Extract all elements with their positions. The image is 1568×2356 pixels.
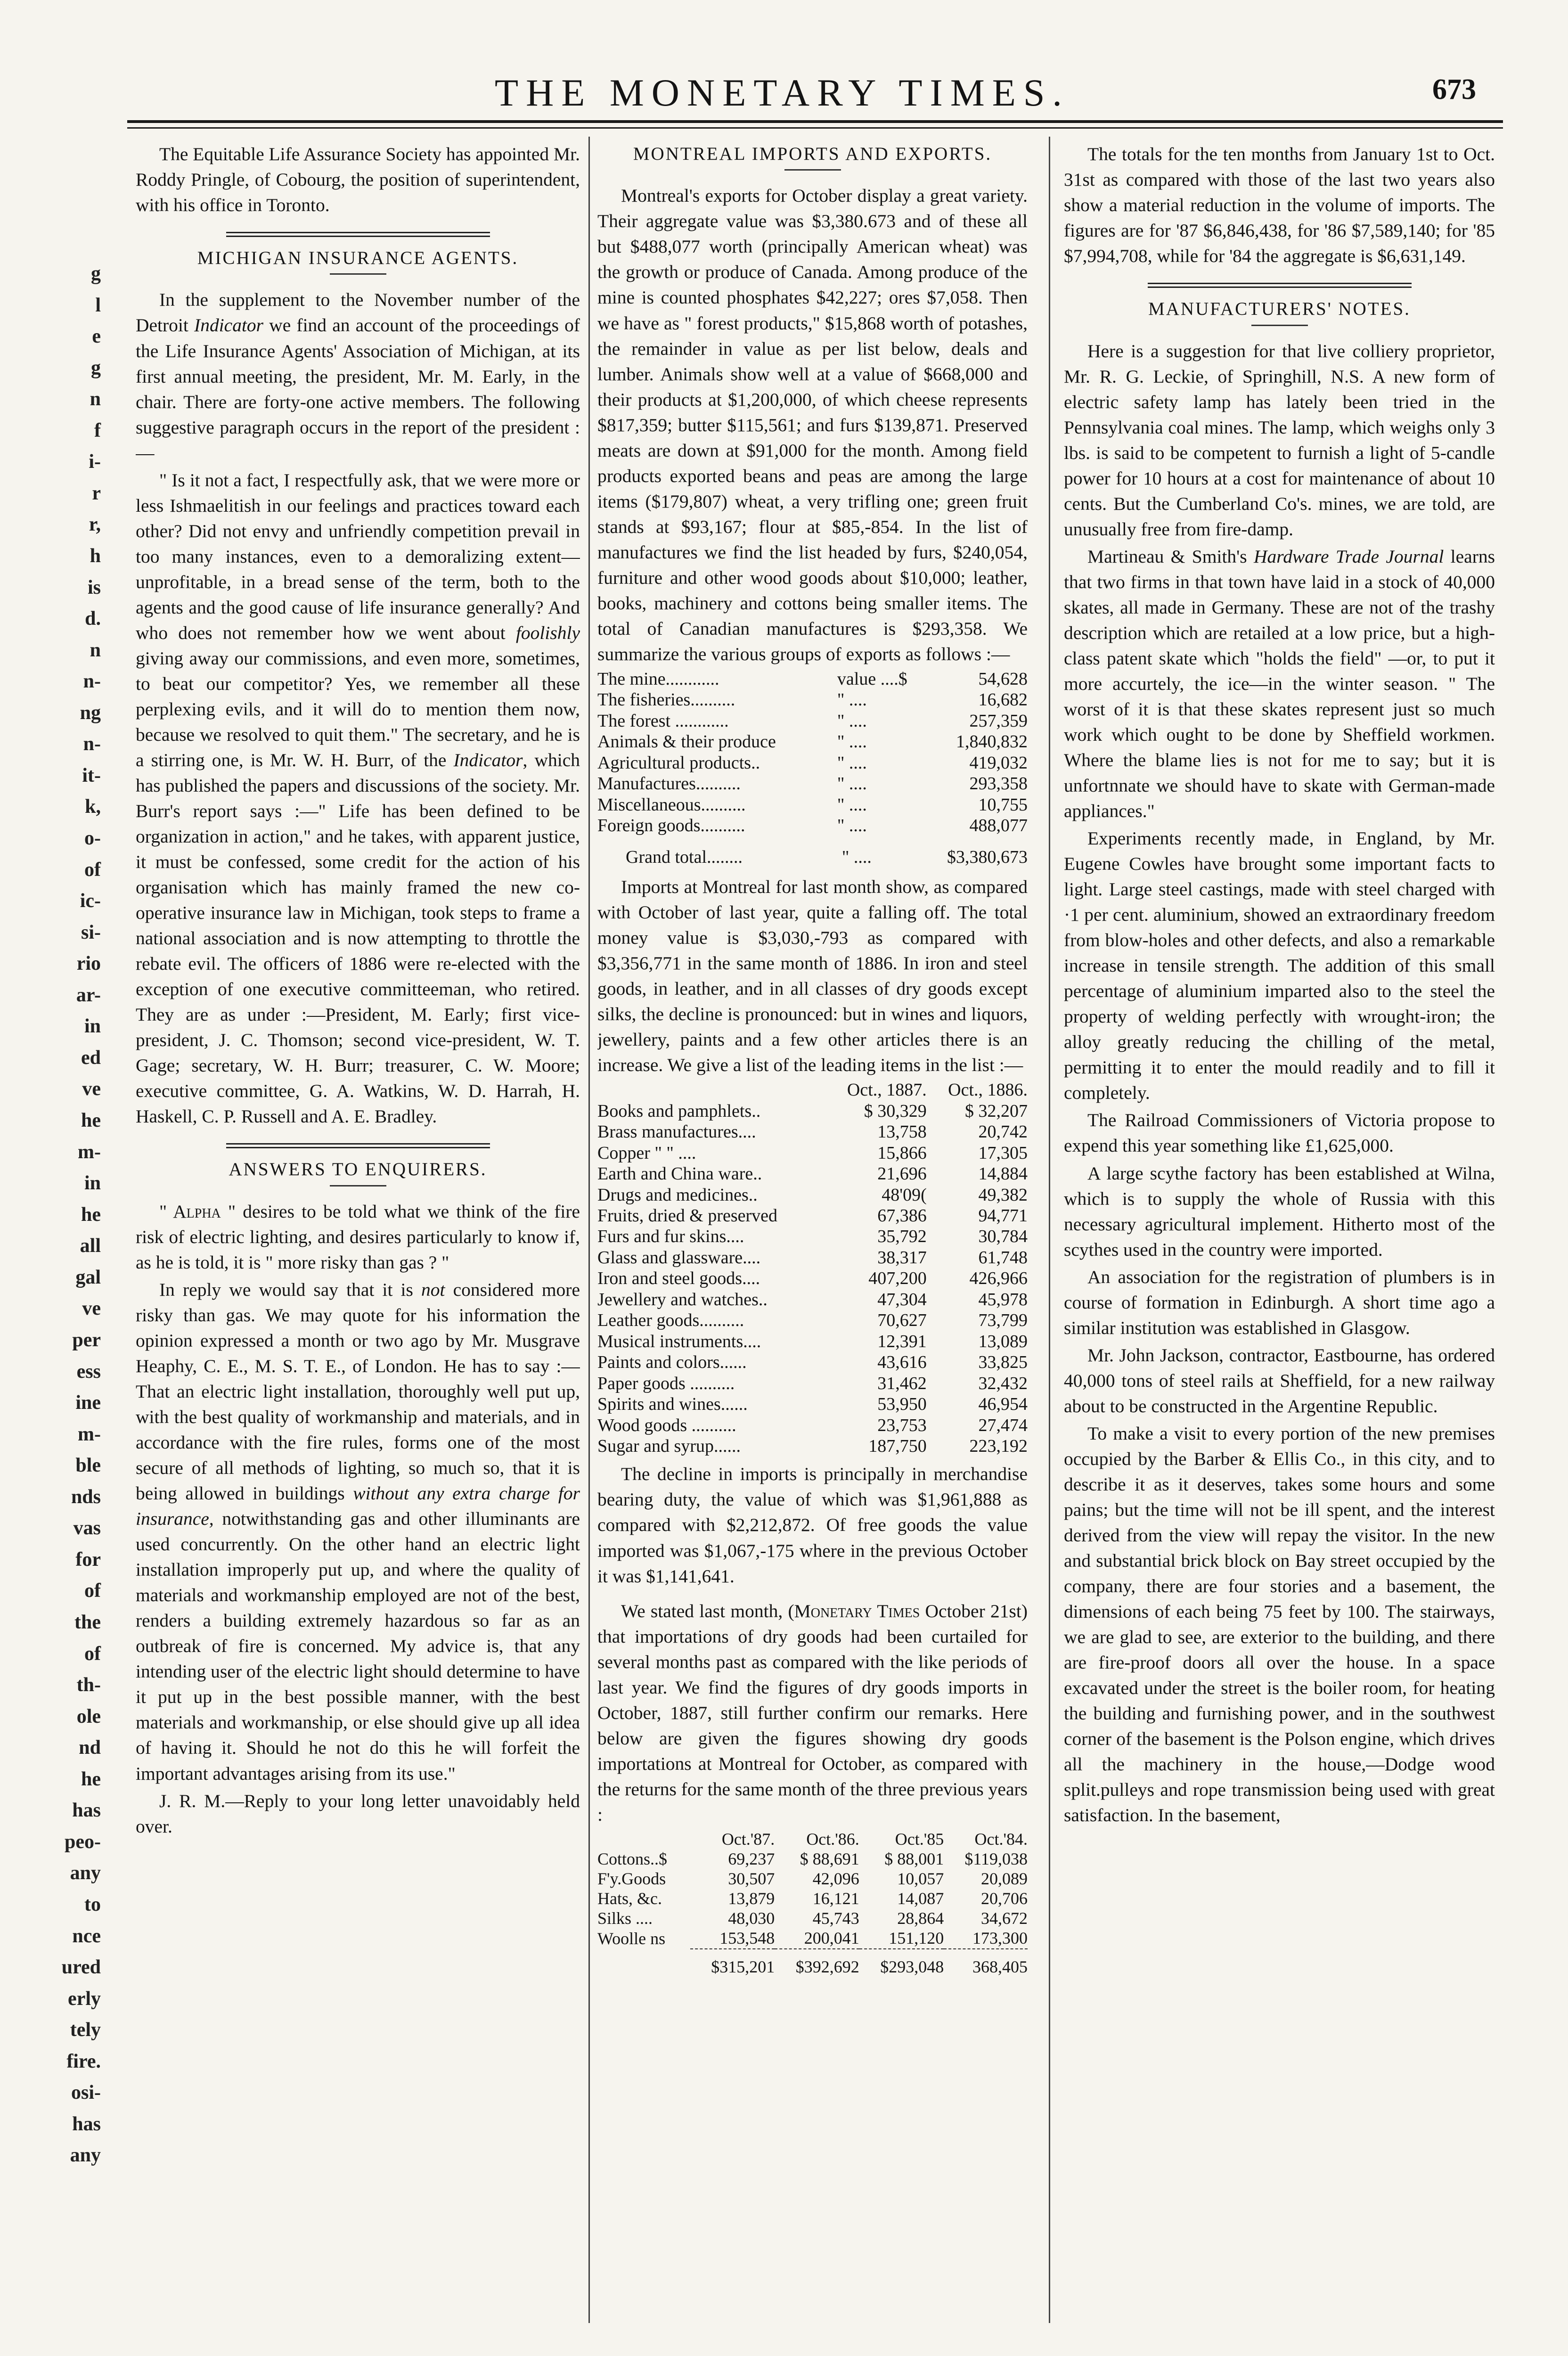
paragraph: To make a visit to every portion of the new premises occupied by the Barber & Ellis Co., in this city, and to describe it as it deserves, takes some hours and some pains; but the time will not be ill spent, and the interest derived from the view will repay the visitor. In the new and substantial brick block on Bay street occupied by the company, there are four stories and a basement, the dimensions of each being 75 feet by 100. The stairways, we are glad to see, are exterior to the building, and there are fire-proof doors all over the house. In a space excavated under the street is the boiler room, for heating the building and furnishing power, and in the southwest corner of the basement is the Polson engine, which drives all the machinery in the house,—Dodge wood split.pulleys and rope transmission being used with great satisfaction. In the basement, [1064,1423,1495,1826]
table-cell: 200,041 [804,1929,859,1948]
table-cell: 30,784 [978,1227,1028,1247]
table-cell: 223,192 [969,1436,1028,1456]
table-cell: 27,474 [978,1415,1028,1435]
table-cell: 94,771 [978,1205,1028,1226]
table-cell: 16,121 [812,1889,859,1908]
table-cell: 15,866 [877,1143,927,1163]
table-header-cell: Oct.'84. [974,1829,1028,1849]
table-row [597,1247,1028,1268]
margin-fragment: ble [75,1455,101,1477]
table-row [597,1226,1028,1247]
table-cell: Brass manufactures.... [597,1122,756,1142]
margin-fragment: e [92,326,101,348]
table-cell: 13,089 [978,1331,1028,1351]
table-cell: 54,628 [978,669,1028,689]
table-row [597,711,1028,731]
margin-fragment: nce [72,1925,101,1947]
table-cell: 187,750 [868,1436,927,1456]
margin-fragment: any [70,1862,101,1884]
margin-fragment: m- [78,1423,101,1445]
table-cell: 14,087 [897,1889,944,1908]
margin-fragment: ve [82,1298,101,1320]
margin-fragment: ed [81,1047,101,1069]
table-cell: Furs and fur skins.... [597,1227,744,1247]
margin-fragment: peo- [65,1831,101,1853]
table-cell: 34,672 [981,1909,1028,1928]
heading-montreal: MONTREAL IMPORTS AND EXPORTS. [633,144,992,164]
table-cell: Iron and steel goods.... [597,1268,760,1289]
margin-fragment: fire. [66,2050,101,2072]
table-cell: 13,879 [728,1889,775,1908]
table-row [597,1101,1028,1121]
paragraph: A large scythe factory has been established at Wilna, which is to supply the whole of Russia with this necessary agricultural implement. Hitherto most of the scythes used in the country were imported. [1064,1162,1495,1260]
margin-fragment: rio [76,953,101,975]
paragraph: " Is it not a fact, I respectfully ask, that we were more or less Ishmaelitish in our feelings and practices toward each other? Did not envy and unfriendly competition prevail in too many instances, even to a demoralizing extent—unprofitable, in a bread sense of the term, both to the agents and the good cause of life insurance generally? And who does not remember how we went about foolishly giving away our commissions, and even more, sometimes, to beat our competitor? Yes, we remember all these perplexing evils, and it will do to mention them now, because we resolved to quit them." The secretary, and he is a stirring one, is Mr. W. H. Burr, of the Indicator, which has published the papers and discussions of the society. Mr. Burr's report says :—" Life has been defined to be organization in action," and he takes, with apparent justice, it must be confessed, some credit for the action of his organisation which has mainly framed the new co-operative insurance law in Michigan, took steps to frame a national association and is now attempting to throttle the rebate evil. The officers of 1886 were re-elected with the exception of one executive committeeman, who retired. They are as under :—President, M. Early; first vice-president, J. C. Thomson; second vice-president, W. T. Gage; secretary, W. H. Burr; treasurer, C. W. Moore; executive committee, G. A. Watkins, W. D. Harrah, H. Haskell, C. P. Russell and A. E. Bradley. [136,469,580,1127]
table-cell: 488,077 [969,816,1028,836]
margin-fragment: of [84,1580,101,1602]
table-row [597,1331,1028,1352]
table-cell: Paper goods .......... [597,1373,735,1393]
table-row [597,1205,1028,1226]
table-cell: " .... [837,816,867,836]
margin-fragment: all [80,1235,101,1257]
table-cell: $293,048 [859,1949,944,1977]
column-divider [1049,137,1050,2323]
table-cell: 70,627 [877,1310,927,1331]
margin-fragment: of [84,859,101,881]
masthead-title: THE MONETARY TIMES. [495,71,1070,114]
table-cell: Books and pamphlets.. [597,1101,761,1121]
table-cell: 73,799 [978,1310,1028,1331]
margin-fragment: is [87,576,101,598]
table-cell [597,1949,690,1977]
margin-fragment: per [72,1329,101,1351]
section-rule [226,1143,490,1148]
column-divider [588,137,590,2323]
table-cell: $ 88,691 [800,1849,859,1868]
table-row [597,1373,1028,1394]
table-cell: " .... [837,690,867,710]
table-row [597,1436,1028,1456]
page-number: 673 [1432,74,1476,106]
margin-fragment: for [75,1548,101,1571]
paragraph: " Alpha " desires to be told what we think of the fire risk of electric lighting, and desires particularly to know if, as he is told, it is " more risky than gas ? " [136,1201,580,1273]
table-cell: 32,432 [978,1373,1028,1393]
table-row: Grand total........ " .... $3,380,673 [626,847,1028,867]
table-row [597,1394,1028,1415]
table-cell: 23,753 [877,1415,927,1435]
table-row [597,1849,1028,1869]
margin-fragment: g [91,263,101,285]
paragraph: In reply we would say that it is not considered more risky than gas. We may quote for his information the opinion expressed a month or two ago by Mr. Musgrave Heaphy, C. E., M. S. T. E., of London. He has to say :—That an electric light installation, thoroughly well put up, with the best quality of workmanship and materials, and in accordance with the fire rules, forms one of the most secure of all methods of lighting, so much so, that it is being allowed in buildings without any extra charge for insurance, notwithstanding gas and other illuminants are used concurrently. On the other hand an electric light installation improperly put up, and where the quality of materials and workmanship employed are not of the best, renders a building extremely hazardous so far as an outbreak of fire is concerned. My advice is, that any intending user of the electric light should determine to have it put up in the best possible manner, with the best materials and workmanship, or else should give up all idea of having it. Should he not do this he will forfeit the important advantages arising from its use." [136,1279,580,1784]
paragraph: Here is a suggestion for that live colliery proprietor, Mr. R. G. Leckie, of Springhill, N.S. A new form of electric safety lamp has lately been tried in the Pennsylvania coal mines. The lamp, which weighs only 3 lbs. is said to be competent to furnish a light of 5-candle power for 10 hours at a cost for maintenance of about 10 cents. But the Cumberland Co's. mines, we are told, are unusually free from fire-damp. [1064,340,1495,540]
paragraph: Experiments recently made, in England, by Mr. Eugene Cowles have brought some important facts to light. Large steel castings, made with steel charged with ·1 per cent. aluminium, showed an extraordinary freedom from blow-holes and other defects, and also a remarkable increase in tensile strength. The addition of this small percentage of aluminium imparted also to the steel the property of welding perfectly with wrought-iron; the alloy greatly reducing the chilling of the metal, permitting it to enter the mould readily and to fill it completely. [1064,828,1495,1104]
masthead-rule [127,120,1503,123]
table-cell: 426,966 [969,1268,1028,1289]
margin-fragment: ng [80,702,101,724]
table-row [597,753,1028,773]
table-cell: Glass and glassware.... [597,1247,761,1268]
table-row [597,1889,1028,1908]
table-cell: 35,792 [877,1227,927,1247]
heading-rule [784,169,841,171]
left-margin-fragments [0,0,104,2356]
margin-fragment: ine [75,1392,101,1414]
margin-fragment: o- [84,827,101,850]
section-rule [226,232,490,237]
margin-fragment: d. [85,608,101,630]
table-row [597,1352,1028,1373]
margin-fragment: nd [79,1737,101,1759]
table-cell: Earth and China ware.. [597,1164,762,1184]
margin-fragment: th- [76,1674,101,1696]
table-cell: 42,096 [812,1869,859,1889]
table-row [597,689,1028,710]
table-cell: $ 32,207 [965,1101,1028,1121]
margin-fragment: the [74,1611,101,1633]
table-cell: 153,548 [719,1929,775,1948]
margin-fragment: h [90,545,101,567]
paragraph: The decline in imports is principally in merchandise bearing duty, the value of which was $1,961,888 as compared with $2,212,872. Of free goods the value imported was $1,067,-175 where in the previous October it was $1,141,641. [597,1464,1028,1587]
margin-fragment: r, [89,514,101,536]
table-header-cell [597,1829,690,1849]
table-cell: Paints and colors...... [597,1352,747,1373]
table-cell: 20,742 [978,1122,1028,1142]
heading-rule [330,273,386,275]
table-cell: $ 30,329 [864,1101,927,1121]
table-cell: 45,743 [812,1909,859,1928]
table-cell: 46,954 [978,1394,1028,1415]
paragraph: The Railroad Commissioners of Victoria propose to expend this year something like £1,625,000. [1064,1110,1495,1156]
table-cell: Sugar and syrup...... [597,1436,741,1456]
table-cell: 48'09( [882,1185,927,1205]
margin-fragment: g [91,357,101,379]
table-cell: $ 88,001 [884,1849,944,1868]
table-cell: Drugs and medicines.. [597,1185,758,1205]
table-cell: 1,840,832 [956,732,1028,752]
paragraph: We stated last month, (Monetary Times October 21st) that importations of dry goods had been curtailed for several months past as compared with the like periods of last year. We find the figures of dry goods imports in October, 1887, still further confirm our remarks. Here below are given the figures showing dry goods importations at Montreal for October, as compared with the returns for the same month of the three previous years : [597,1600,1028,1825]
table-row [597,1415,1028,1436]
table-cell: Manufactures.......... [597,774,741,794]
margin-fragment: ve [82,1078,101,1100]
table-cell: Musical instruments.... [597,1331,761,1351]
table-cell: Fruits, dried & preserved [597,1205,778,1226]
table-total-row [597,1949,1028,1977]
table-row [597,1163,1028,1184]
table-row [597,773,1028,794]
table-cell: The mine............ [597,669,719,689]
paragraph-reply: J. R. M.—Reply to your long letter unavoidably held over. [136,1790,580,1837]
margin-fragment: ess [76,1360,101,1383]
table-cell: Hats, &c. [597,1889,662,1908]
table-cell: Woolle ns [597,1929,666,1948]
column-1 [136,141,580,1885]
table-cell: 48,030 [728,1909,775,1928]
table-cell: Wood goods .......... [597,1415,736,1435]
table-header-row [597,1829,1028,1849]
table-cell: $392,692 [775,1949,859,1977]
margin-fragment: r [92,482,101,504]
table-cell: value ....$ [837,669,907,689]
table-cell: 419,032 [969,753,1028,773]
margin-fragment: any [70,2144,101,2167]
table-cell: 53,950 [877,1394,927,1415]
margin-fragment: ar- [76,984,101,1006]
table-cell: 10,057 [897,1869,944,1889]
table-header-cell: Oct.'87. [721,1829,775,1849]
heading-manufacturers: MANUFACTURERS' NOTES. [1148,299,1411,319]
table-cell: Miscellaneous.......... [597,794,746,815]
table-cell: 368,405 [944,1949,1028,1977]
table-header-row [597,1080,1028,1100]
masthead-rule-thin [127,127,1503,129]
margin-fragment: has [72,1800,101,1822]
table-cell: 10,755 [978,794,1028,815]
table-cell: $315,201 [690,1949,775,1977]
table-cell: $119,038 [964,1849,1028,1868]
table-row [597,815,1028,836]
exports-grand-total [597,840,1028,867]
margin-fragment: l [95,294,101,316]
table-cell: Foreign goods.......... [597,816,745,836]
margin-fragment: vas [73,1517,101,1539]
table-cell: " .... [837,753,867,773]
table-cell: Jewellery and watches.. [597,1289,768,1309]
margin-fragment: has [72,2113,101,2135]
table-header-cell: Oct., 1886. [948,1080,1028,1100]
table-cell: 12,391 [877,1331,927,1351]
table-cell: 33,825 [978,1352,1028,1373]
table-cell: 20,706 [981,1889,1028,1908]
margin-fragment: k, [85,796,101,818]
table-cell: Leather goods.......... [597,1310,744,1331]
margin-fragment: of [84,1643,101,1665]
table-cell: 69,237 [728,1849,775,1868]
table-cell: Silks .... [597,1909,653,1928]
imports-table [597,1080,1028,1456]
table-cell: Copper " " .... [597,1143,696,1163]
table-cell: 173,300 [972,1929,1028,1948]
table-row [597,1121,1028,1142]
margin-fragment: it- [82,764,101,786]
table-cell: 13,758 [877,1122,927,1142]
table-row [597,1185,1028,1205]
heading-rule [330,1185,386,1186]
table-row [597,1289,1028,1310]
table-header-cell: Oct.'85 [895,1829,944,1849]
table-row [597,1310,1028,1331]
margin-fragment: n- [83,733,101,755]
margin-fragment: nds [71,1486,101,1508]
margin-fragment: ured [61,1956,101,1979]
table-cell: 17,305 [978,1143,1028,1163]
table-cell: " .... [837,794,867,815]
table-row [597,731,1028,752]
heading-michigan: MICHIGAN INSURANCE AGENTS. [197,248,519,269]
margin-fragment: gal [75,1266,101,1288]
table-cell: 47,304 [877,1289,927,1309]
table-cell: 14,884 [978,1164,1028,1184]
table-cell: 28,864 [897,1909,944,1928]
heading-rule [1251,325,1308,326]
margin-fragment: i- [89,451,101,473]
table-cell: 407,200 [868,1268,927,1289]
table-cell: 38,317 [877,1247,927,1268]
table-cell: 257,359 [969,711,1028,731]
table-cell: 49,382 [978,1185,1028,1205]
table-cell: F'y.Goods [597,1869,666,1889]
paragraph: Mr. John Jackson, contractor, Eastbourne, has ordered 40,000 tons of steel rails at Sheffield, for a new railway about to be constructed in the Argentine Republic. [1064,1344,1495,1416]
table-cell: 21,696 [877,1164,927,1184]
table-header-cell: Oct., 1887. [847,1080,927,1100]
table-cell: 45,978 [978,1289,1028,1309]
column-2 [597,141,1028,2356]
table-cell: Cottons..$ [597,1849,668,1868]
article-equitable: The Equitable Life Assurance Society has appointed Mr. Roddy Pringle, of Cobourg, the position of superintendent, with his office in Toronto. [136,144,580,216]
margin-fragment: he [81,1110,101,1132]
table-cell: 16,682 [978,690,1028,710]
section-rule [1148,283,1412,288]
table-cell: 30,507 [728,1869,775,1889]
table-header-cell: Oct.'86. [806,1829,859,1849]
dry-goods-table [597,1829,1028,1977]
margin-fragment: n [90,388,101,410]
margin-fragment: tely [70,2019,101,2041]
paragraph: An association for the registration of plumbers is in course of formation in Edinburgh. A short time ago a similar institution was established in Glasgow. [1064,1266,1495,1338]
table-cell: 31,462 [877,1373,927,1393]
table-cell: " .... [837,711,867,731]
margin-fragment: to [84,1893,101,1915]
table-header-cell [597,1080,826,1100]
table-cell: 61,748 [978,1247,1028,1268]
table-cell: Animals & their produce [597,732,776,752]
table-cell: 151,120 [889,1929,944,1948]
paragraph: The totals for the ten months from January 1st to Oct. 31st as compared with those of the last two years also show a material reduction in the volume of imports. The figures are for '87 $6,846,438, for '86 $7,589,140; for '85 $7,994,708, while for '84 the aggregate is $6,631,149. [1064,144,1495,267]
table-cell: 67,386 [877,1205,927,1226]
table-cell: 43,616 [877,1352,927,1373]
margin-fragment: ic- [80,890,101,912]
table-cell: " .... [837,732,867,752]
table-cell: 293,358 [969,774,1028,794]
margin-fragment: si- [81,921,101,943]
margin-fragment: osi- [71,2082,101,2104]
table-row [597,1143,1028,1163]
table-row [597,1928,1028,1948]
table-cell: " .... [837,774,867,794]
margin-fragment: in [84,1172,101,1194]
margin-fragment: in [84,1015,101,1038]
paragraph: Imports at Montreal for last month show, as compared with October of last year, quite a falling off. The total money value is $3,030,-793 as compared with $3,356,771 in the same month of 1886. In iron and steel goods, in leather, and in all classes of dry goods except silks, the decline is pronounced: but in wines and liquors, jewellery, paints and a few other articles there is an increase. We give a list of the leading items in the list :— [597,876,1028,1076]
table-row [597,794,1028,815]
table-cell: The forest ............ [597,711,729,731]
exports-table [597,669,1028,836]
paragraph: Martineau & Smith's Hardware Trade Journal learns that two firms in that town have laid in a stock of 40,000 skates, all made in Germany. These are not of the trashy description which are retailed at a low price, but a high-class patent skate which "holds the field" —or, to put it more accurtely, the ice—in the winter season. " The worst of it is that these skates represent just so much work which ought to be done by Sheffield workmen. Where the blame lies is not for me to say; but it is unfortnnate we should have to skate with German-made appliances." [1064,546,1495,822]
paragraph: In the supplement to the November number of the Detroit Indicator we find an account of the proceedings of the Life Insurance Agents' Association of Michigan, at its first annual meeting, the president, Mr. M. Early, in the chair. There are forty-one active members. The following suggestive paragraph occurs in the report of the president :— [136,289,580,463]
table-cell: Agricultural products.. [597,753,760,773]
table-row [597,1869,1028,1889]
table-cell: 20,089 [981,1869,1028,1889]
column-3 [1064,141,1495,2356]
table-row [597,1268,1028,1289]
paragraph: Montreal's exports for October display a great variety. Their aggregate value was $3,380.673 and of these all but $488,077 worth (principally American wheat) was the growth or produce of Canada. Among produce of the mine is counted phosphates $42,227; ores $7,058. Then we have as " forest products," $15,868 worth of potashes, the remainder in value as per list below, deals and lumber. Animals show well at a value of $668,000 and their products at $1,200,000, of which cheese represents $817,359; butter $115,561; and furs $139,871. Preserved meats are down at $91,000 for the month. Among field products exported beans and peas are among the large items ($179,807) wheat, a very trifling one; green fruit stands at $93,167; flour at $85,-854. In the list of manufactures we find the list headed by furs, $240,054, furniture and other wood goods about $10,000; leather, books, machinery and cottons being smaller items. The total of Canadian manufactures is $293,358. We summarize the various groups of exports as follows :— [597,185,1028,664]
margin-fragment: f [94,419,101,442]
margin-fragment: he [81,1768,101,1790]
margin-fragment: m- [78,1141,101,1163]
margin-fragment: erly [68,1988,101,2010]
heading-answers: ANSWERS TO ENQUIRERS. [229,1159,487,1180]
margin-fragment: he [81,1203,101,1226]
margin-fragment: ole [76,1705,101,1727]
table-cell: The fisheries.......... [597,690,735,710]
table-cell: Spirits and wines...... [597,1394,748,1415]
table-row [597,1908,1028,1928]
margin-fragment: n- [83,671,101,693]
margin-fragment: n [90,639,101,661]
table-row [597,669,1028,689]
